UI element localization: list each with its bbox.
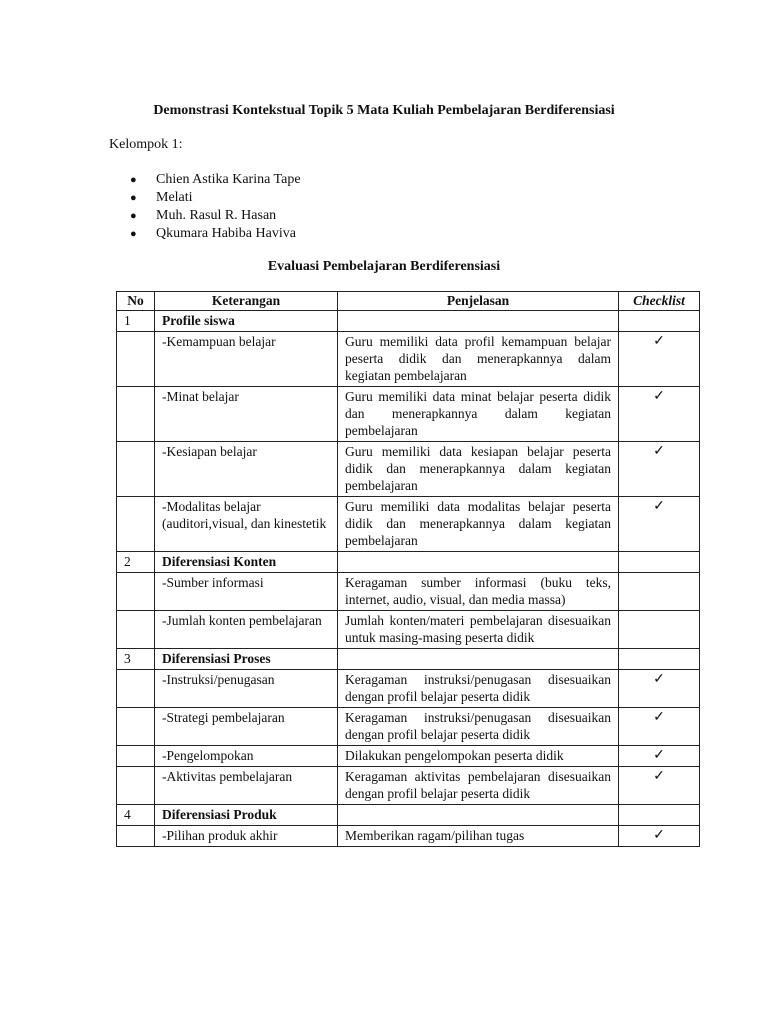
group-label: Kelompok 1: bbox=[109, 137, 183, 152]
row-keterangan: -Sumber informasi bbox=[155, 573, 338, 611]
member-name: Muh. Rasul R. Hasan bbox=[156, 208, 277, 223]
row-number bbox=[117, 670, 155, 708]
row-number: 3 bbox=[117, 649, 155, 670]
row-penjelasan: Keragaman sumber informasi (buku teks, internet, audio, visual, dan media massa) bbox=[338, 573, 619, 611]
member-item bbox=[130, 189, 301, 207]
checkmark-icon: ✓ bbox=[619, 746, 700, 767]
row-number bbox=[117, 332, 155, 387]
row-penjelasan: Guru memiliki data kesiapan belajar peserta didik dan menerapkannya dalam kegiatan pembelajaran bbox=[338, 442, 619, 497]
checkmark-icon: ✓ bbox=[619, 826, 700, 847]
row-number bbox=[117, 611, 155, 649]
row-number: 4 bbox=[117, 805, 155, 826]
member-item bbox=[130, 225, 301, 243]
row-number bbox=[117, 497, 155, 552]
table-row bbox=[117, 826, 700, 847]
row-number bbox=[117, 442, 155, 497]
row-keterangan: -Jumlah konten pembelajaran bbox=[155, 611, 338, 649]
table-section-row bbox=[117, 552, 700, 573]
table-row bbox=[117, 573, 700, 611]
bullet-icon: ● bbox=[130, 228, 137, 240]
table-row bbox=[117, 611, 700, 649]
table-row bbox=[117, 332, 700, 387]
member-name: Melati bbox=[156, 190, 193, 205]
row-number bbox=[117, 387, 155, 442]
row-penjelasan: Guru memiliki data modalitas belajar peserta didik dan menerapkannya dalam kegiatan pembelajaran bbox=[338, 497, 619, 552]
table-title: Evaluasi Pembelajaran Berdiferensiasi bbox=[267, 259, 501, 274]
row-keterangan: -Instruksi/penugasan bbox=[155, 670, 338, 708]
checkmark-icon: ✓ bbox=[619, 332, 700, 387]
header-keterangan: Keterangan bbox=[155, 292, 338, 311]
header-checklist: Checklist bbox=[619, 292, 700, 311]
row-checklist bbox=[619, 311, 700, 332]
evaluation-table bbox=[116, 291, 700, 847]
member-item bbox=[130, 207, 301, 225]
section-title: Diferensiasi Proses bbox=[155, 649, 338, 670]
row-number bbox=[117, 826, 155, 847]
table-section-row bbox=[117, 805, 700, 826]
section-title: Diferensiasi Konten bbox=[155, 552, 338, 573]
checkmark-icon: ✓ bbox=[619, 387, 700, 442]
table-body bbox=[117, 311, 700, 847]
row-keterangan: -Modalitas belajar (auditori,visual, dan kinestetik bbox=[155, 497, 338, 552]
header-penjelasan: Penjelasan bbox=[338, 292, 619, 311]
row-penjelasan bbox=[338, 311, 619, 332]
row-number bbox=[117, 708, 155, 746]
member-list bbox=[130, 171, 301, 243]
member-name: Qkumara Habiba Haviva bbox=[156, 226, 296, 241]
section-title: Diferensiasi Produk bbox=[155, 805, 338, 826]
row-checklist bbox=[619, 573, 700, 611]
row-keterangan: -Aktivitas pembelajaran bbox=[155, 767, 338, 805]
row-number bbox=[117, 573, 155, 611]
row-penjelasan: Dilakukan pengelompokan peserta didik bbox=[338, 746, 619, 767]
header-no: No bbox=[117, 292, 155, 311]
table-row bbox=[117, 767, 700, 805]
row-penjelasan bbox=[338, 649, 619, 670]
table-section-row bbox=[117, 311, 700, 332]
bullet-icon: ● bbox=[130, 192, 137, 204]
row-penjelasan: Keragaman instruksi/penugasan disesuaikan dengan profil belajar peserta didik bbox=[338, 670, 619, 708]
bullet-icon: ● bbox=[130, 210, 137, 222]
row-penjelasan: Keragaman aktivitas pembelajaran disesuaikan dengan profil belajar peserta didik bbox=[338, 767, 619, 805]
table-row bbox=[117, 387, 700, 442]
row-number: 1 bbox=[117, 311, 155, 332]
row-checklist bbox=[619, 552, 700, 573]
row-checklist bbox=[619, 805, 700, 826]
row-keterangan: -Strategi pembelajaran bbox=[155, 708, 338, 746]
row-checklist bbox=[619, 649, 700, 670]
checkmark-icon: ✓ bbox=[619, 708, 700, 746]
table-row bbox=[117, 670, 700, 708]
row-number bbox=[117, 767, 155, 805]
row-penjelasan: Guru memiliki data minat belajar peserta didik dan menerapkannya dalam kegiatan pembelajaran bbox=[338, 387, 619, 442]
table-header-row bbox=[117, 292, 700, 311]
section-title: Profile siswa bbox=[155, 311, 338, 332]
row-penjelasan: Jumlah konten/materi pembelajaran disesuaikan untuk masing-masing peserta didik bbox=[338, 611, 619, 649]
row-penjelasan: Memberikan ragam/pilihan tugas bbox=[338, 826, 619, 847]
table-section-row bbox=[117, 649, 700, 670]
row-checklist bbox=[619, 611, 700, 649]
row-number: 2 bbox=[117, 552, 155, 573]
row-keterangan: -Minat belajar bbox=[155, 387, 338, 442]
member-name: Chien Astika Karina Tape bbox=[156, 172, 301, 187]
checkmark-icon: ✓ bbox=[619, 670, 700, 708]
row-number bbox=[117, 746, 155, 767]
row-keterangan: -Kesiapan belajar bbox=[155, 442, 338, 497]
row-keterangan: -Pengelompokan bbox=[155, 746, 338, 767]
row-keterangan: -Pilihan produk akhir bbox=[155, 826, 338, 847]
row-penjelasan bbox=[338, 552, 619, 573]
table-row bbox=[117, 497, 700, 552]
row-penjelasan bbox=[338, 805, 619, 826]
checkmark-icon: ✓ bbox=[619, 767, 700, 805]
member-item bbox=[130, 171, 301, 189]
bullet-icon: ● bbox=[130, 174, 137, 186]
row-penjelasan: Guru memiliki data profil kemampuan belajar peserta didik dan menerapkannya dalam kegiatan pembelajaran bbox=[338, 332, 619, 387]
checkmark-icon: ✓ bbox=[619, 497, 700, 552]
table-row bbox=[117, 708, 700, 746]
row-penjelasan: Keragaman instruksi/penugasan disesuaikan dengan profil belajar peserta didik bbox=[338, 708, 619, 746]
table-row bbox=[117, 442, 700, 497]
checkmark-icon: ✓ bbox=[619, 442, 700, 497]
table-row bbox=[117, 746, 700, 767]
document-title: Demonstrasi Kontekstual Topik 5 Mata Kuliah Pembelajaran Berdiferensiasi bbox=[153, 103, 615, 118]
row-keterangan: -Kemampuan belajar bbox=[155, 332, 338, 387]
